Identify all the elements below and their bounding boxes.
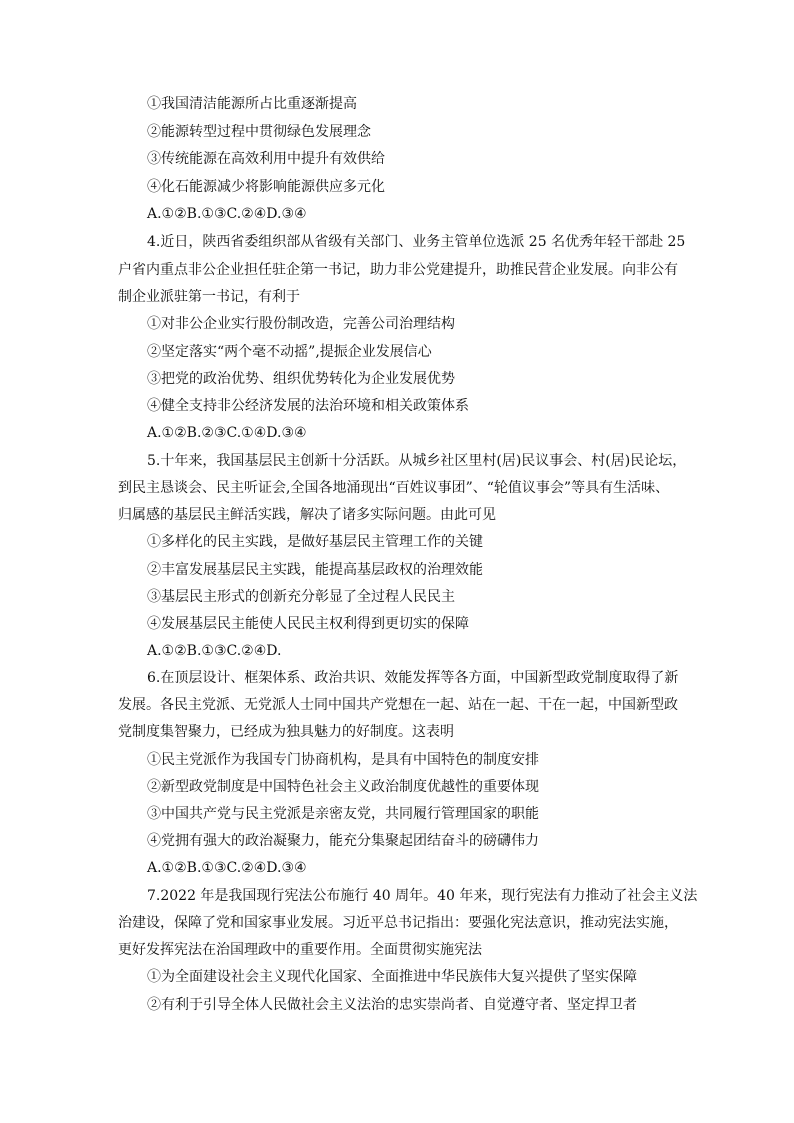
q6-option-1: ①民主党派作为我国专门协商机构，是具有中国特色的制度安排 — [147, 752, 539, 768]
q6-stem-line-3: 党制度集智聚力，已经成为独具魅力的好制度。这表明 — [118, 724, 454, 740]
q3-option-4: ④化石能源减少将影响能源供应多元化 — [147, 179, 385, 195]
q7-stem-line-2: 治建设，保障了党和国家事业发展。习近平总书记指出：要强化宪法意识，推动宪法实施， — [118, 915, 678, 931]
q7-option-2: ②有利于引导全体人民做社会主义法治的忠实崇尚者、自觉遵守者、坚定捍卫者 — [147, 997, 637, 1013]
q6-stem-line-2: 发展。各民主党派、无党派人士同中国共产党想在一起、站在一起、干在一起，中国新型政 — [118, 697, 678, 713]
q4-option-1: ①对非公企业实行股份制改造，完善公司治理结构 — [147, 316, 455, 332]
q5-stem-line-1: 5.十年来，我国基层民主创新十分活跃。从城乡社区里村(居)民议事会、村(居)民论坛， — [147, 453, 687, 469]
q4-option-3: ③把党的政治优势、组织优势转化为企业发展优势 — [147, 371, 455, 387]
q3-option-2: ②能源转型过程中贯彻绿色发展理念 — [147, 124, 371, 140]
q7-stem-line-1: 7.2022 年是我国现行宪法公布施行 40 周年。40 年来，现行宪法有力推动了社会主义法 — [147, 888, 698, 904]
q5-option-2: ②丰富发展基层民主实践，能提高基层政权的治理效能 — [147, 562, 483, 578]
q6-option-3: ③中国共产党与民主党派是亲密友党，共同履行管理国家的职能 — [147, 806, 539, 822]
q6-option-2: ②新型政党制度是中国特色社会主义政治制度优越性的重要体现 — [147, 779, 539, 795]
q7-option-1: ①为全面建设社会主义现代化国家、全面推进中华民族伟大复兴提供了坚实保障 — [147, 969, 637, 985]
q4-answer-choices: A.①②B.②③C.①④D.③④ — [147, 425, 307, 441]
q4-stem-line-3: 制企业派驻第一书记，有利于 — [118, 289, 300, 305]
q6-answer-choices: A.①②B.①③C.②④D.③④ — [147, 860, 307, 876]
q5-option-1: ①多样化的民主实践，是做好基层民主管理工作的关键 — [147, 534, 483, 550]
q3-answer-choices: A.①②B.①③C.②④D.③④ — [147, 206, 307, 222]
q5-option-3: ③基层民主形式的创新充分彰显了全过程人民民主 — [147, 589, 455, 605]
q3-option-3: ③传统能源在高效利用中提升有效供给 — [147, 151, 385, 167]
q3-option-1: ①我国清洁能源所占比重逐渐提高 — [147, 96, 357, 112]
q5-stem-line-3: 归属感的基层民主鲜活实践，解决了诸多实际问题。由此可见 — [118, 507, 496, 523]
q5-stem-line-2: 到民主恳谈会、民主听证会,全国各地涌现出“百姓议事团”、“轮值议事会”等具有生活味、 — [118, 480, 670, 496]
q4-option-4: ④健全支持非公经济发展的法治环境和相关政策体系 — [147, 398, 469, 414]
q5-answer-choices: A.①②B.①③C.②④D. — [147, 643, 282, 659]
q4-stem-line-2: 户省内重点非公企业担任驻企第一书记，助力非公党建提升，助推民营企业发展。向非公有 — [118, 262, 678, 278]
q6-stem-line-1: 6.在顶层设计、框架体系、政治共识、效能发挥等各方面，中国新型政党制度取得了新 — [147, 670, 679, 686]
q5-option-4: ④发展基层民主能使人民民主权利得到更切实的保障 — [147, 616, 469, 632]
q7-stem-line-3: 更好发挥宪法在治国理政中的重要作用。全面贯彻实施宪法 — [118, 942, 482, 958]
q4-option-2: ②坚定落实“两个毫不动摇”,提振企业发展信心 — [147, 344, 432, 360]
q4-stem-line-1: 4.近日，陕西省委组织部从省级有关部门、业务主管单位选派 25 名优秀年轻干部赴 25 — [147, 234, 686, 250]
q6-option-4: ④党拥有强大的政治凝聚力，能充分集聚起团结奋斗的磅礴伟力 — [147, 833, 539, 849]
